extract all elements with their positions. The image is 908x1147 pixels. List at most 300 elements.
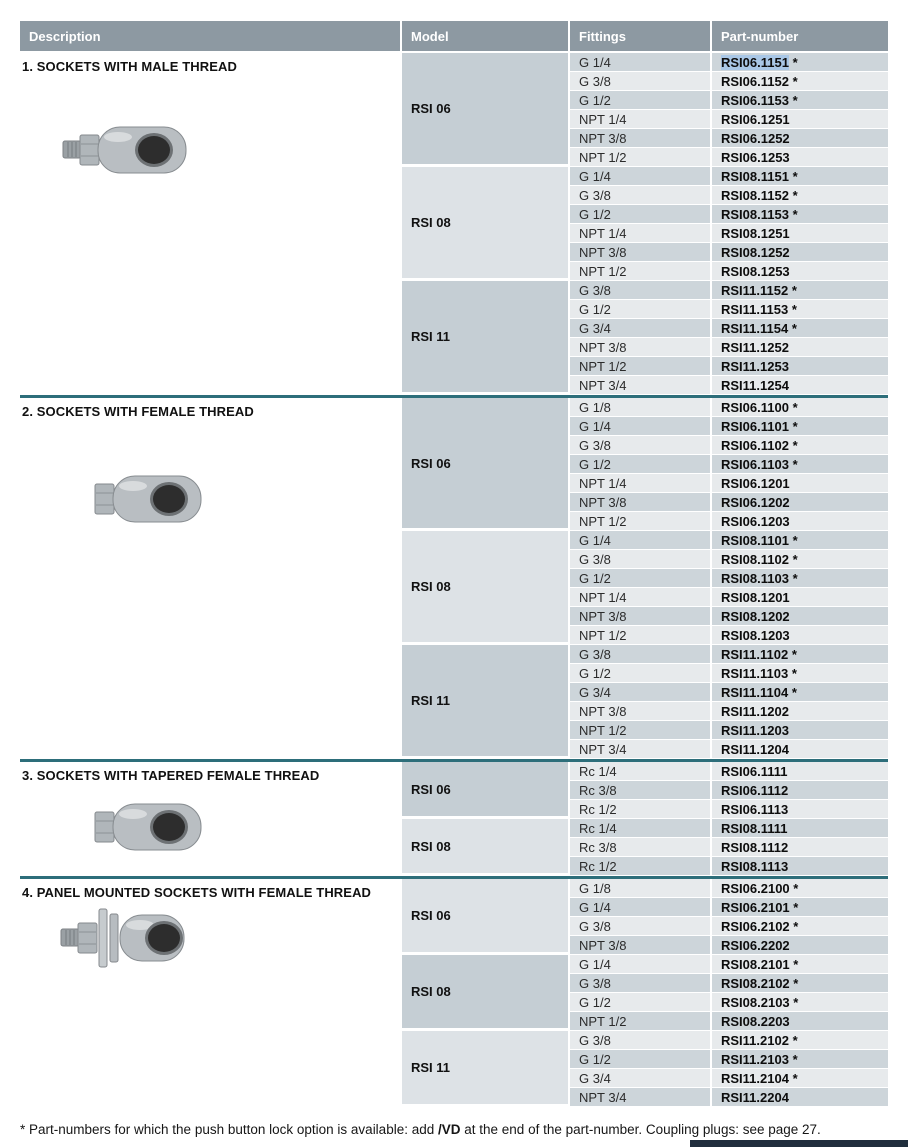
model-cell	[402, 53, 568, 164]
part-number-cell[interactable]	[712, 224, 888, 242]
table-row	[570, 664, 888, 683]
part-number-cell[interactable]	[712, 53, 888, 71]
section-1	[20, 53, 888, 395]
fitting-cell: G 1/8	[570, 398, 710, 416]
part-number-value[interactable]: RSI08.1111	[721, 820, 788, 836]
lock-option-asterisk: *	[788, 684, 797, 700]
table-row	[570, 224, 888, 243]
part-number-cell[interactable]	[712, 243, 888, 261]
model-column	[402, 53, 568, 395]
description-cell	[20, 53, 400, 395]
fitting-cell: NPT 3/4	[570, 740, 710, 758]
part-number-cell[interactable]	[712, 531, 888, 549]
part-number-cell[interactable]	[712, 129, 888, 147]
part-number-value[interactable]: RSI06.1201	[721, 475, 790, 491]
table-row	[570, 357, 888, 376]
table-row	[570, 512, 888, 531]
part-number-cell[interactable]	[712, 800, 888, 818]
part-number-value[interactable]: RSI11.2104	[721, 1070, 789, 1086]
lock-option-asterisk: *	[788, 1051, 798, 1067]
part-number-value[interactable]: RSI08.2101	[721, 956, 790, 972]
part-number-value[interactable]: RSI08.1152	[721, 187, 789, 203]
rows-column	[570, 879, 888, 1107]
part-number-cell[interactable]	[712, 262, 888, 280]
model-label: RSI 11	[411, 1060, 451, 1075]
section-3	[20, 759, 888, 876]
part-number-cell[interactable]	[712, 91, 888, 109]
table-row	[570, 319, 888, 338]
model-label: RSI 11	[411, 693, 451, 708]
table-row	[570, 148, 888, 167]
fitting-cell: NPT 1/2	[570, 357, 710, 375]
lock-option-asterisk: *	[789, 994, 799, 1010]
lock-option-asterisk: *	[788, 206, 798, 222]
socket-tapered-female-thread-photo	[75, 789, 400, 870]
fitting-cell: G 1/4	[570, 898, 710, 916]
fitting-cell: NPT 1/4	[570, 110, 710, 128]
fitting-cell: Rc 1/2	[570, 857, 710, 875]
part-number-value[interactable]: RSI06.1112	[721, 782, 789, 798]
part-number-value-selected[interactable]: RSI06.1151	[721, 54, 789, 70]
part-number-cell[interactable]	[712, 512, 888, 530]
part-number-value[interactable]: RSI06.1152	[721, 73, 789, 89]
lock-option-asterisk: *	[789, 880, 799, 896]
part-number-cell[interactable]	[712, 993, 888, 1011]
model-cell	[402, 879, 568, 952]
part-number-value[interactable]: RSI11.1253	[721, 358, 789, 374]
fitting-cell: NPT 3/8	[570, 129, 710, 147]
fitting-cell: NPT 1/4	[570, 588, 710, 606]
part-number-cell[interactable]	[712, 781, 888, 799]
part-number-value[interactable]: RSI08.2203	[721, 1013, 790, 1029]
part-number-cell[interactable]	[712, 974, 888, 992]
table-row	[570, 819, 888, 838]
fitting-cell: Rc 1/2	[570, 800, 710, 818]
part-number-cell[interactable]	[712, 838, 888, 856]
lock-option-asterisk: *	[788, 646, 797, 662]
footnote-suffix: at the end of the part-number. Coupling plugs: see page 27.	[460, 1122, 821, 1137]
fitting-cell: G 1/4	[570, 167, 710, 185]
part-number-cell[interactable]	[712, 1069, 888, 1087]
fitting-cell: Rc 1/4	[570, 819, 710, 837]
part-number-cell[interactable]	[712, 1031, 888, 1049]
fitting-cell: G 1/4	[570, 955, 710, 973]
lock-option-asterisk: *	[788, 1070, 798, 1086]
part-number-cell[interactable]	[712, 588, 888, 606]
fitting-cell: G 1/2	[570, 664, 710, 682]
socket-male-thread-photo	[60, 112, 400, 193]
part-number-value[interactable]: RSI08.1253	[721, 263, 790, 279]
table-row	[570, 474, 888, 493]
lock-option-asterisk: *	[788, 187, 798, 203]
fitting-cell: NPT 3/8	[570, 607, 710, 625]
fitting-cell: G 1/4	[570, 53, 710, 71]
fitting-cell: G 1/2	[570, 1050, 710, 1068]
fitting-cell: NPT 1/2	[570, 1012, 710, 1030]
part-number-cell[interactable]	[712, 72, 888, 90]
table-row	[570, 781, 888, 800]
section-title: 1. SOCKETS WITH MALE THREAD	[22, 59, 238, 74]
table-row	[570, 838, 888, 857]
part-number-cell[interactable]	[712, 607, 888, 625]
fitting-cell: G 3/8	[570, 281, 710, 299]
panel-mounted-socket-photo	[58, 900, 400, 981]
header-part-number: Part-number	[712, 21, 888, 51]
fitting-cell: NPT 1/4	[570, 474, 710, 492]
model-label: RSI 06	[411, 781, 451, 797]
part-number-cell[interactable]	[712, 955, 888, 973]
fitting-cell: G 3/8	[570, 917, 710, 935]
part-number-cell[interactable]	[712, 550, 888, 568]
part-number-value[interactable]: RSI06.1252	[721, 130, 790, 146]
part-number-cell[interactable]	[712, 300, 888, 318]
fitting-cell: NPT 3/8	[570, 936, 710, 954]
fitting-cell: NPT 1/2	[570, 148, 710, 166]
part-number-value[interactable]: RSI11.2204	[721, 1089, 789, 1105]
fitting-cell: G 1/2	[570, 91, 710, 109]
table-row	[570, 645, 888, 664]
header-model: Model	[402, 21, 568, 51]
table-row	[570, 167, 888, 186]
table-row	[570, 91, 888, 110]
table-row	[570, 955, 888, 974]
part-number-value[interactable]: RSI06.2202	[721, 937, 790, 953]
footnote-prefix: * Part-numbers for which the push button lock option is available: add	[20, 1122, 438, 1137]
table-row	[570, 398, 888, 417]
part-number-cell[interactable]	[712, 186, 888, 204]
header-fittings: Fittings	[570, 21, 710, 51]
part-number-value[interactable]: RSI11.1252	[721, 339, 789, 355]
model-label: RSI 06	[411, 101, 451, 116]
model-cell	[402, 955, 568, 1028]
page-footer-bar	[690, 1140, 908, 1147]
part-number-value[interactable]: RSI08.1113	[721, 858, 789, 874]
part-number-cell[interactable]	[712, 493, 888, 511]
model-label: RSI 08	[411, 984, 451, 999]
table-row	[570, 493, 888, 512]
section-title: 2. SOCKETS WITH FEMALE THREAD	[22, 404, 254, 419]
part-number-cell[interactable]	[712, 281, 888, 299]
table-row	[570, 417, 888, 436]
table-row	[570, 588, 888, 607]
part-number-value[interactable]: RSI08.2102	[721, 975, 790, 991]
part-number-value[interactable]: RSI06.1253	[721, 149, 790, 165]
lock-option-asterisk: *	[788, 54, 798, 70]
description-cell	[20, 879, 400, 1107]
part-number-value[interactable]: RSI06.2102	[721, 918, 790, 934]
part-number-cell[interactable]	[712, 917, 888, 935]
fitting-cell: NPT 3/8	[570, 493, 710, 511]
model-label: RSI 06	[411, 908, 451, 923]
fitting-cell: G 1/2	[570, 569, 710, 587]
rows-column	[570, 398, 888, 759]
part-number-cell[interactable]	[712, 645, 888, 663]
part-number-cell[interactable]	[712, 455, 888, 473]
table-row	[570, 531, 888, 550]
part-number-cell[interactable]	[712, 338, 888, 356]
fitting-cell: G 3/4	[570, 683, 710, 701]
model-column	[402, 398, 568, 759]
table-row	[570, 626, 888, 645]
footnote-vd-option: /VD	[438, 1122, 461, 1137]
model-label: RSI 06	[411, 455, 451, 471]
table-row	[570, 1031, 888, 1050]
table-header-row	[20, 21, 888, 51]
part-number-cell[interactable]	[712, 474, 888, 492]
part-number-cell[interactable]	[712, 702, 888, 720]
footnote	[20, 1122, 888, 1137]
header-description: Description	[20, 21, 400, 51]
part-number-value[interactable]: RSI11.1203	[721, 722, 789, 738]
part-number-value[interactable]: RSI08.1102	[721, 551, 789, 567]
fitting-cell: G 1/4	[570, 531, 710, 549]
part-number-value[interactable]: RSI06.1113	[721, 801, 789, 817]
lock-option-asterisk: *	[789, 975, 799, 991]
fitting-cell: G 3/8	[570, 436, 710, 454]
part-number-cell[interactable]	[712, 683, 888, 701]
part-number-cell[interactable]	[712, 1050, 888, 1068]
part-number-value[interactable]: RSI08.1203	[721, 627, 790, 643]
part-number-cell[interactable]	[712, 148, 888, 166]
part-number-cell[interactable]	[712, 1012, 888, 1030]
part-number-cell[interactable]	[712, 936, 888, 954]
part-number-value[interactable]: RSI08.1252	[721, 244, 790, 260]
part-number-value[interactable]: RSI08.1201	[721, 589, 790, 605]
fitting-cell: G 3/8	[570, 550, 710, 568]
part-number-value[interactable]: RSI11.1153	[721, 301, 789, 317]
model-label: RSI 08	[411, 838, 451, 854]
table-row	[570, 1012, 888, 1031]
part-number-value[interactable]: RSI08.2103	[721, 994, 790, 1010]
lock-option-asterisk: *	[788, 665, 797, 681]
socket-female-thread-photo	[75, 461, 400, 542]
part-number-value[interactable]: RSI06.1153	[721, 92, 789, 108]
model-cell	[402, 398, 568, 528]
part-number-value[interactable]: RSI08.1103	[721, 570, 789, 586]
fitting-cell: G 3/8	[570, 1031, 710, 1049]
part-number-value[interactable]: RSI06.1100	[721, 399, 789, 415]
part-number-cell[interactable]	[712, 417, 888, 435]
table-row	[570, 1069, 888, 1088]
table-row	[570, 898, 888, 917]
fitting-cell: G 1/2	[570, 993, 710, 1011]
lock-option-asterisk: *	[788, 320, 797, 336]
lock-option-asterisk: *	[788, 437, 798, 453]
part-number-value[interactable]: RSI08.1153	[721, 206, 789, 222]
part-number-value[interactable]: RSI08.1202	[721, 608, 790, 624]
part-number-value[interactable]: RSI11.1254	[721, 377, 789, 393]
lock-option-asterisk: *	[788, 551, 798, 567]
fitting-cell: Rc 3/8	[570, 838, 710, 856]
part-number-cell[interactable]	[712, 898, 888, 916]
table-row	[570, 72, 888, 91]
part-number-value[interactable]: RSI11.1152	[721, 282, 789, 298]
part-number-cell[interactable]	[712, 110, 888, 128]
model-cell	[402, 281, 568, 392]
part-number-cell[interactable]	[712, 762, 888, 780]
part-number-value[interactable]: RSI06.1102	[721, 437, 789, 453]
fitting-cell: Rc 3/8	[570, 781, 710, 799]
fitting-cell: NPT 3/4	[570, 376, 710, 394]
part-number-value[interactable]: RSI11.2103	[721, 1051, 789, 1067]
fitting-cell: NPT 1/2	[570, 262, 710, 280]
part-number-value[interactable]: RSI11.1102	[721, 646, 789, 662]
model-cell	[402, 819, 568, 873]
part-number-value[interactable]: RSI06.1103	[721, 456, 789, 472]
part-number-cell[interactable]	[712, 357, 888, 375]
lock-option-asterisk: *	[788, 418, 798, 434]
lock-option-asterisk: *	[789, 899, 799, 915]
fitting-cell: G 3/4	[570, 319, 710, 337]
fitting-cell: NPT 1/4	[570, 224, 710, 242]
fitting-cell: NPT 1/2	[570, 721, 710, 739]
table-row	[570, 721, 888, 740]
part-number-value[interactable]: RSI11.1103	[721, 665, 789, 681]
fitting-cell: G 1/4	[570, 417, 710, 435]
table-row	[570, 607, 888, 626]
fitting-cell: G 3/8	[570, 72, 710, 90]
table-row	[570, 702, 888, 721]
lock-option-asterisk: *	[788, 301, 797, 317]
model-column	[402, 879, 568, 1107]
fitting-cell: NPT 3/4	[570, 1088, 710, 1106]
fitting-cell: G 1/8	[570, 879, 710, 897]
table-row	[570, 569, 888, 588]
table-row	[570, 243, 888, 262]
table-row	[570, 262, 888, 281]
part-number-cell[interactable]	[712, 569, 888, 587]
part-number-cell[interactable]	[712, 319, 888, 337]
part-number-value[interactable]: RSI06.2100	[721, 880, 790, 896]
part-number-cell[interactable]	[712, 398, 888, 416]
part-number-cell[interactable]	[712, 664, 888, 682]
model-cell	[402, 645, 568, 756]
lock-option-asterisk: *	[788, 92, 798, 108]
part-number-value[interactable]: RSI11.1204	[721, 741, 789, 757]
fitting-cell: G 3/8	[570, 974, 710, 992]
part-number-value[interactable]: RSI11.2102	[721, 1032, 789, 1048]
table-row	[570, 683, 888, 702]
lock-option-asterisk: *	[788, 73, 798, 89]
part-number-value[interactable]: RSI08.1112	[721, 839, 789, 855]
table-row	[570, 338, 888, 357]
model-label: RSI 11	[411, 329, 451, 344]
part-number-cell[interactable]	[712, 857, 888, 875]
part-number-cell[interactable]	[712, 819, 888, 837]
part-number-value[interactable]: RSI08.1251	[721, 225, 790, 241]
fitting-cell: G 1/2	[570, 300, 710, 318]
table-row	[570, 281, 888, 300]
part-number-value[interactable]: RSI06.1202	[721, 494, 790, 510]
part-number-cell[interactable]	[712, 721, 888, 739]
description-cell	[20, 398, 400, 759]
lock-option-asterisk: *	[788, 1032, 798, 1048]
lock-option-asterisk: *	[789, 956, 799, 972]
fitting-cell: NPT 3/8	[570, 338, 710, 356]
catalog-table	[20, 21, 888, 1107]
part-number-value[interactable]: RSI11.1154	[721, 320, 789, 336]
table-row	[570, 53, 888, 72]
part-number-value[interactable]: RSI06.1203	[721, 513, 790, 529]
table-row	[570, 993, 888, 1012]
fitting-cell: G 3/4	[570, 1069, 710, 1087]
lock-option-asterisk: *	[788, 532, 798, 548]
table-row	[570, 436, 888, 455]
part-number-cell[interactable]	[712, 376, 888, 394]
part-number-value[interactable]: RSI11.1202	[721, 703, 789, 719]
table-row	[570, 762, 888, 781]
model-column	[402, 762, 568, 876]
table-row	[570, 800, 888, 819]
table-row	[570, 550, 888, 569]
table-row	[570, 110, 888, 129]
table-row	[570, 186, 888, 205]
lock-option-asterisk: *	[788, 456, 798, 472]
part-number-cell[interactable]	[712, 436, 888, 454]
rows-column	[570, 53, 888, 395]
fitting-cell: G 1/2	[570, 455, 710, 473]
table-row	[570, 917, 888, 936]
lock-option-asterisk: *	[788, 282, 797, 298]
model-cell	[402, 167, 568, 278]
fitting-cell: NPT 3/8	[570, 243, 710, 261]
fitting-cell: G 1/2	[570, 205, 710, 223]
part-number-value[interactable]: RSI06.1251	[721, 111, 790, 127]
model-cell	[402, 531, 568, 642]
description-cell	[20, 762, 400, 876]
fitting-cell: Rc 1/4	[570, 762, 710, 780]
table-row	[570, 1088, 888, 1107]
table-row	[570, 974, 888, 993]
section-2	[20, 395, 888, 759]
section-title: 4. PANEL MOUNTED SOCKETS WITH FEMALE THREAD	[22, 885, 372, 900]
table-row	[570, 879, 888, 898]
part-number-cell[interactable]	[712, 740, 888, 758]
part-number-cell[interactable]	[712, 205, 888, 223]
part-number-value[interactable]: RSI11.1104	[721, 684, 789, 700]
part-number-value[interactable]: RSI08.1151	[721, 168, 789, 184]
part-number-cell[interactable]	[712, 1088, 888, 1106]
section-4	[20, 876, 888, 1107]
model-cell	[402, 1031, 568, 1104]
fitting-cell: G 3/8	[570, 645, 710, 663]
table-row	[570, 455, 888, 474]
lock-option-asterisk: *	[788, 168, 798, 184]
table-row	[570, 129, 888, 148]
model-cell	[402, 762, 568, 816]
table-row	[570, 205, 888, 224]
rows-column	[570, 762, 888, 876]
part-number-cell[interactable]	[712, 626, 888, 644]
model-label: RSI 08	[411, 215, 451, 230]
table-row	[570, 740, 888, 759]
part-number-value[interactable]: RSI06.1111	[721, 763, 788, 779]
part-number-cell[interactable]	[712, 167, 888, 185]
lock-option-asterisk: *	[788, 399, 798, 415]
fitting-cell: NPT 3/8	[570, 702, 710, 720]
table-body	[20, 53, 888, 1107]
table-row	[570, 376, 888, 395]
lock-option-asterisk: *	[789, 918, 799, 934]
part-number-cell[interactable]	[712, 879, 888, 897]
table-row	[570, 1050, 888, 1069]
lock-option-asterisk: *	[788, 570, 798, 586]
table-row	[570, 300, 888, 319]
part-number-value[interactable]: RSI06.1101	[721, 418, 789, 434]
part-number-value[interactable]: RSI08.1101	[721, 532, 789, 548]
model-label: RSI 08	[411, 579, 451, 594]
part-number-value[interactable]: RSI06.2101	[721, 899, 790, 915]
